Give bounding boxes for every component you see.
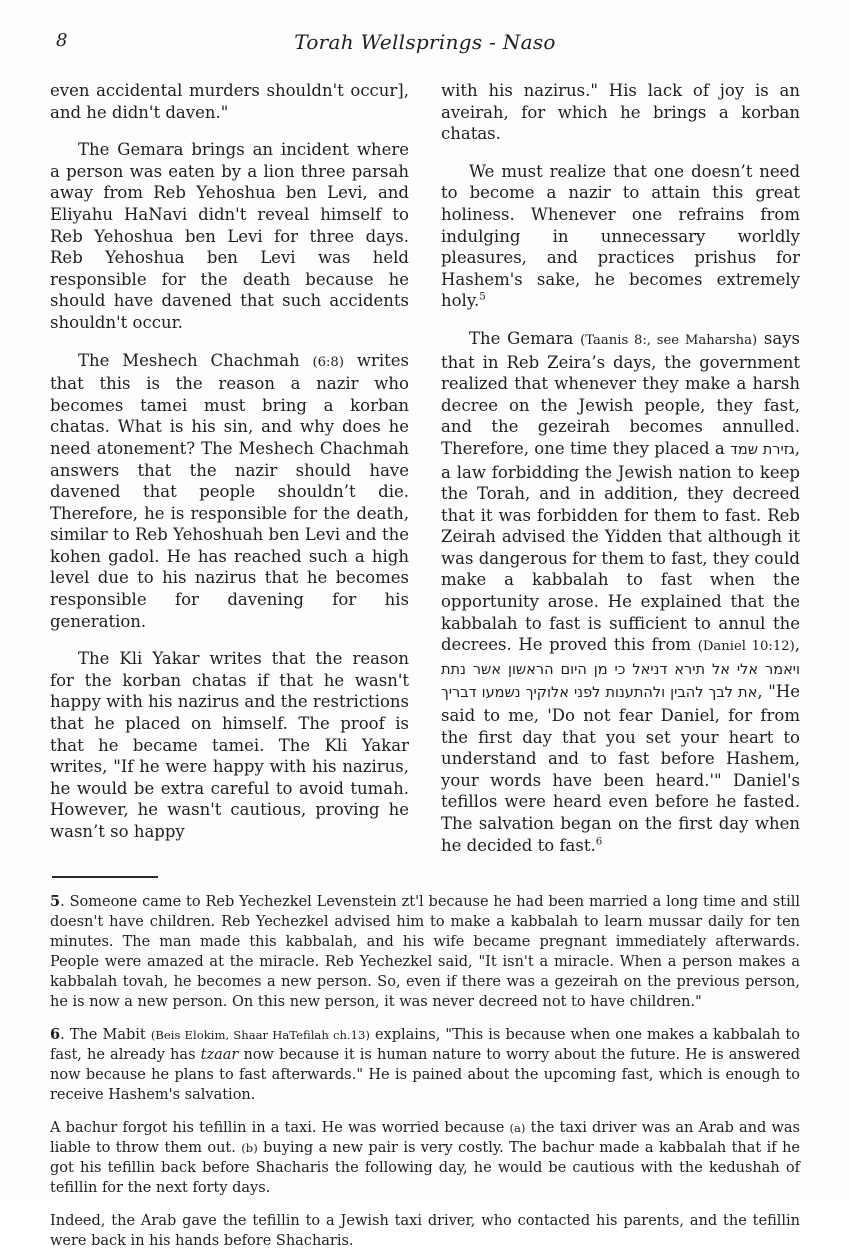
text-segment: The Gemara	[469, 328, 581, 348]
paragraph	[50, 350, 409, 633]
text-segment: the taxi driver was an Arab and was liable to throw them out.	[50, 1120, 800, 1157]
text-segment: tzaar	[200, 1047, 239, 1064]
footnotes-section	[50, 892, 800, 1251]
text-segment: with his nazirus." His lack of joy is an aveirah, for which he brings a korban chatas.	[441, 81, 800, 144]
left-column	[50, 80, 409, 872]
text-segment: (a)	[509, 1121, 526, 1136]
paragraph	[441, 80, 800, 145]
text-segment: We must realize that one doesn’t need to become a nazir to attain this great holiness. Whenever one refrains from indulging in unnecessary worldly pleasures, and practices prishus for Hashem's sake, he becomes extremely holy.	[441, 161, 800, 311]
page-number: 8	[56, 30, 68, 51]
text-segment: The Gemara brings an incident where a person was eaten by a lion three parsah away from Reb Yehoshua ben Levi, and Eliyahu HaNavi didn't reveal himself to Reb Yehoshua ben Levi for three days. Reb Yehoshua ben Levi was held responsible for the death because he should have davened that such accidents shouldn't occur.	[50, 140, 409, 332]
text-segment: . The Mabit	[60, 1027, 151, 1044]
text-segment: Indeed, the Arab gave the tefillin to a Jewish taxi driver, who contacted his parents, and the tefillin were back in his hands before Shacharis.	[50, 1213, 800, 1250]
text-segment: . Someone came to Reb Yechezkel Levenstein zt'l because he had been married a long time and still doesn't have children. Reb Yechezkel advised him to make a kabbalah to learn mussar daily for ten minutes. The man made this kabbalah, and his wife became pregnant immediately afterwards. People were amazed at the miracle. Reb Yechezkel said, "It isn't a miracle. When a person makes a kabbalah tovah, he becomes a new person. So, even if there was a gezeirah on the previous person, he is now a new person. On this new person, it was never decreed not to have children."	[50, 894, 800, 1011]
page-header	[50, 30, 800, 56]
text-segment: (Taanis 8:, see Maharsha)	[580, 332, 758, 348]
paragraph	[50, 1025, 800, 1105]
hebrew-text: גזירת שמד	[730, 441, 795, 458]
paragraph	[50, 1211, 800, 1251]
text-segment: The Meshech Chachmah	[78, 350, 313, 370]
hebrew-text: ויאמר אלי אל תירא דניאל כי מן היום הראשון אשר נתת את לבך להבין ולהתענות לפני אלוקיך נשמעו דבריך	[441, 661, 800, 702]
text-segment: writes that this is the reason a nazir who becomes tamei must bring a korban chatas. What is his sin, and why does he need atonement? The Meshech Chachmah answers that the nazir should have davened that people shouldn’t die. Therefore, he is responsible for the death, similar to Reb Yehoshuah ben Levi and the kohen gadol. He has reached such a high level due to his nazirus that he becomes responsible for davening for his generation.	[50, 350, 409, 631]
footnote-divider	[52, 876, 158, 878]
text-segment: even accidental murders shouldn't occur], and he didn't daven."	[50, 81, 409, 122]
text-segment: (6:8)	[312, 354, 344, 370]
paragraph	[441, 328, 800, 856]
footnote-number: 6	[50, 1026, 61, 1044]
text-segment: buying a new pair is very costly. The bachur made a kabbalah that if he got his tefillin back before Shacharis the following day, he would be cautious with the kedushah of tefillin for the next forty days.	[50, 1140, 800, 1197]
footnote-ref: 6	[595, 836, 603, 848]
body-columns	[50, 80, 800, 872]
text-segment: now because it is human nature to worry about the future. He is answered now because he plans to fast afterwards." He is pained about the upcoming fast, which is enough to receive Hashem's salvation.	[50, 1047, 800, 1104]
text-segment: ,	[794, 635, 801, 655]
right-column	[441, 80, 800, 872]
paragraph	[50, 892, 800, 1012]
paragraph	[50, 139, 409, 333]
text-segment: , a law forbidding the Jewish nation to keep the Torah, and in addition, they decreed that it was forbidden for them to fast. Reb Zeirah advised the Yidden that although it was dangerous for them to fast, they could make a kabbalah to fast when the opportunity arose. He explained that the kabbalah to fast is sufficient to annul the decrees. He proved this from	[441, 438, 800, 655]
paragraph	[50, 80, 409, 123]
text-segment: A bachur forgot his tefillin in a taxi. He was worried because	[50, 1120, 510, 1137]
text-segment: explains, "This is because when one makes a kabbalah to fast, he already has	[50, 1027, 800, 1064]
page-title: Torah Wellsprings - Naso	[294, 30, 556, 54]
text-segment: , "He said to me, 'Do not fear Daniel, for from the first day that you set your heart to understand and to fast before Hashem, your words have been heard.'" Daniel's tefillos were heard even before he fasted. The salvation began on the first day when he decided to fast.	[441, 682, 801, 855]
paragraph	[441, 161, 800, 312]
text-segment: The Kli Yakar writes that the reason for the korban chatas if that he wasn't happy with his nazirus and the restrictions that he placed on himself. The proof is that he became tamei. The Kli Yakar writes, "If he were happy with his nazirus, he would be extra careful to avoid tumah. However, he wasn't cautious, proving he wasn’t so happy	[50, 649, 409, 841]
text-segment: (b)	[241, 1141, 258, 1156]
text-segment: says that in Reb Zeira’s days, the government realized that whenever they make a harsh decree on the Jewish people, they fast, and the gezeirah becomes annulled. Therefore, one time they placed a	[441, 328, 801, 458]
paragraph	[50, 648, 409, 842]
text-segment: (Beis Elokim, Shaar HaTefilah ch.13)	[150, 1028, 370, 1043]
paragraph	[50, 1118, 800, 1198]
text-segment: (Daniel 10:12)	[697, 639, 795, 655]
footnote-number: 5	[50, 893, 61, 911]
footnote-ref: 5	[479, 291, 486, 303]
